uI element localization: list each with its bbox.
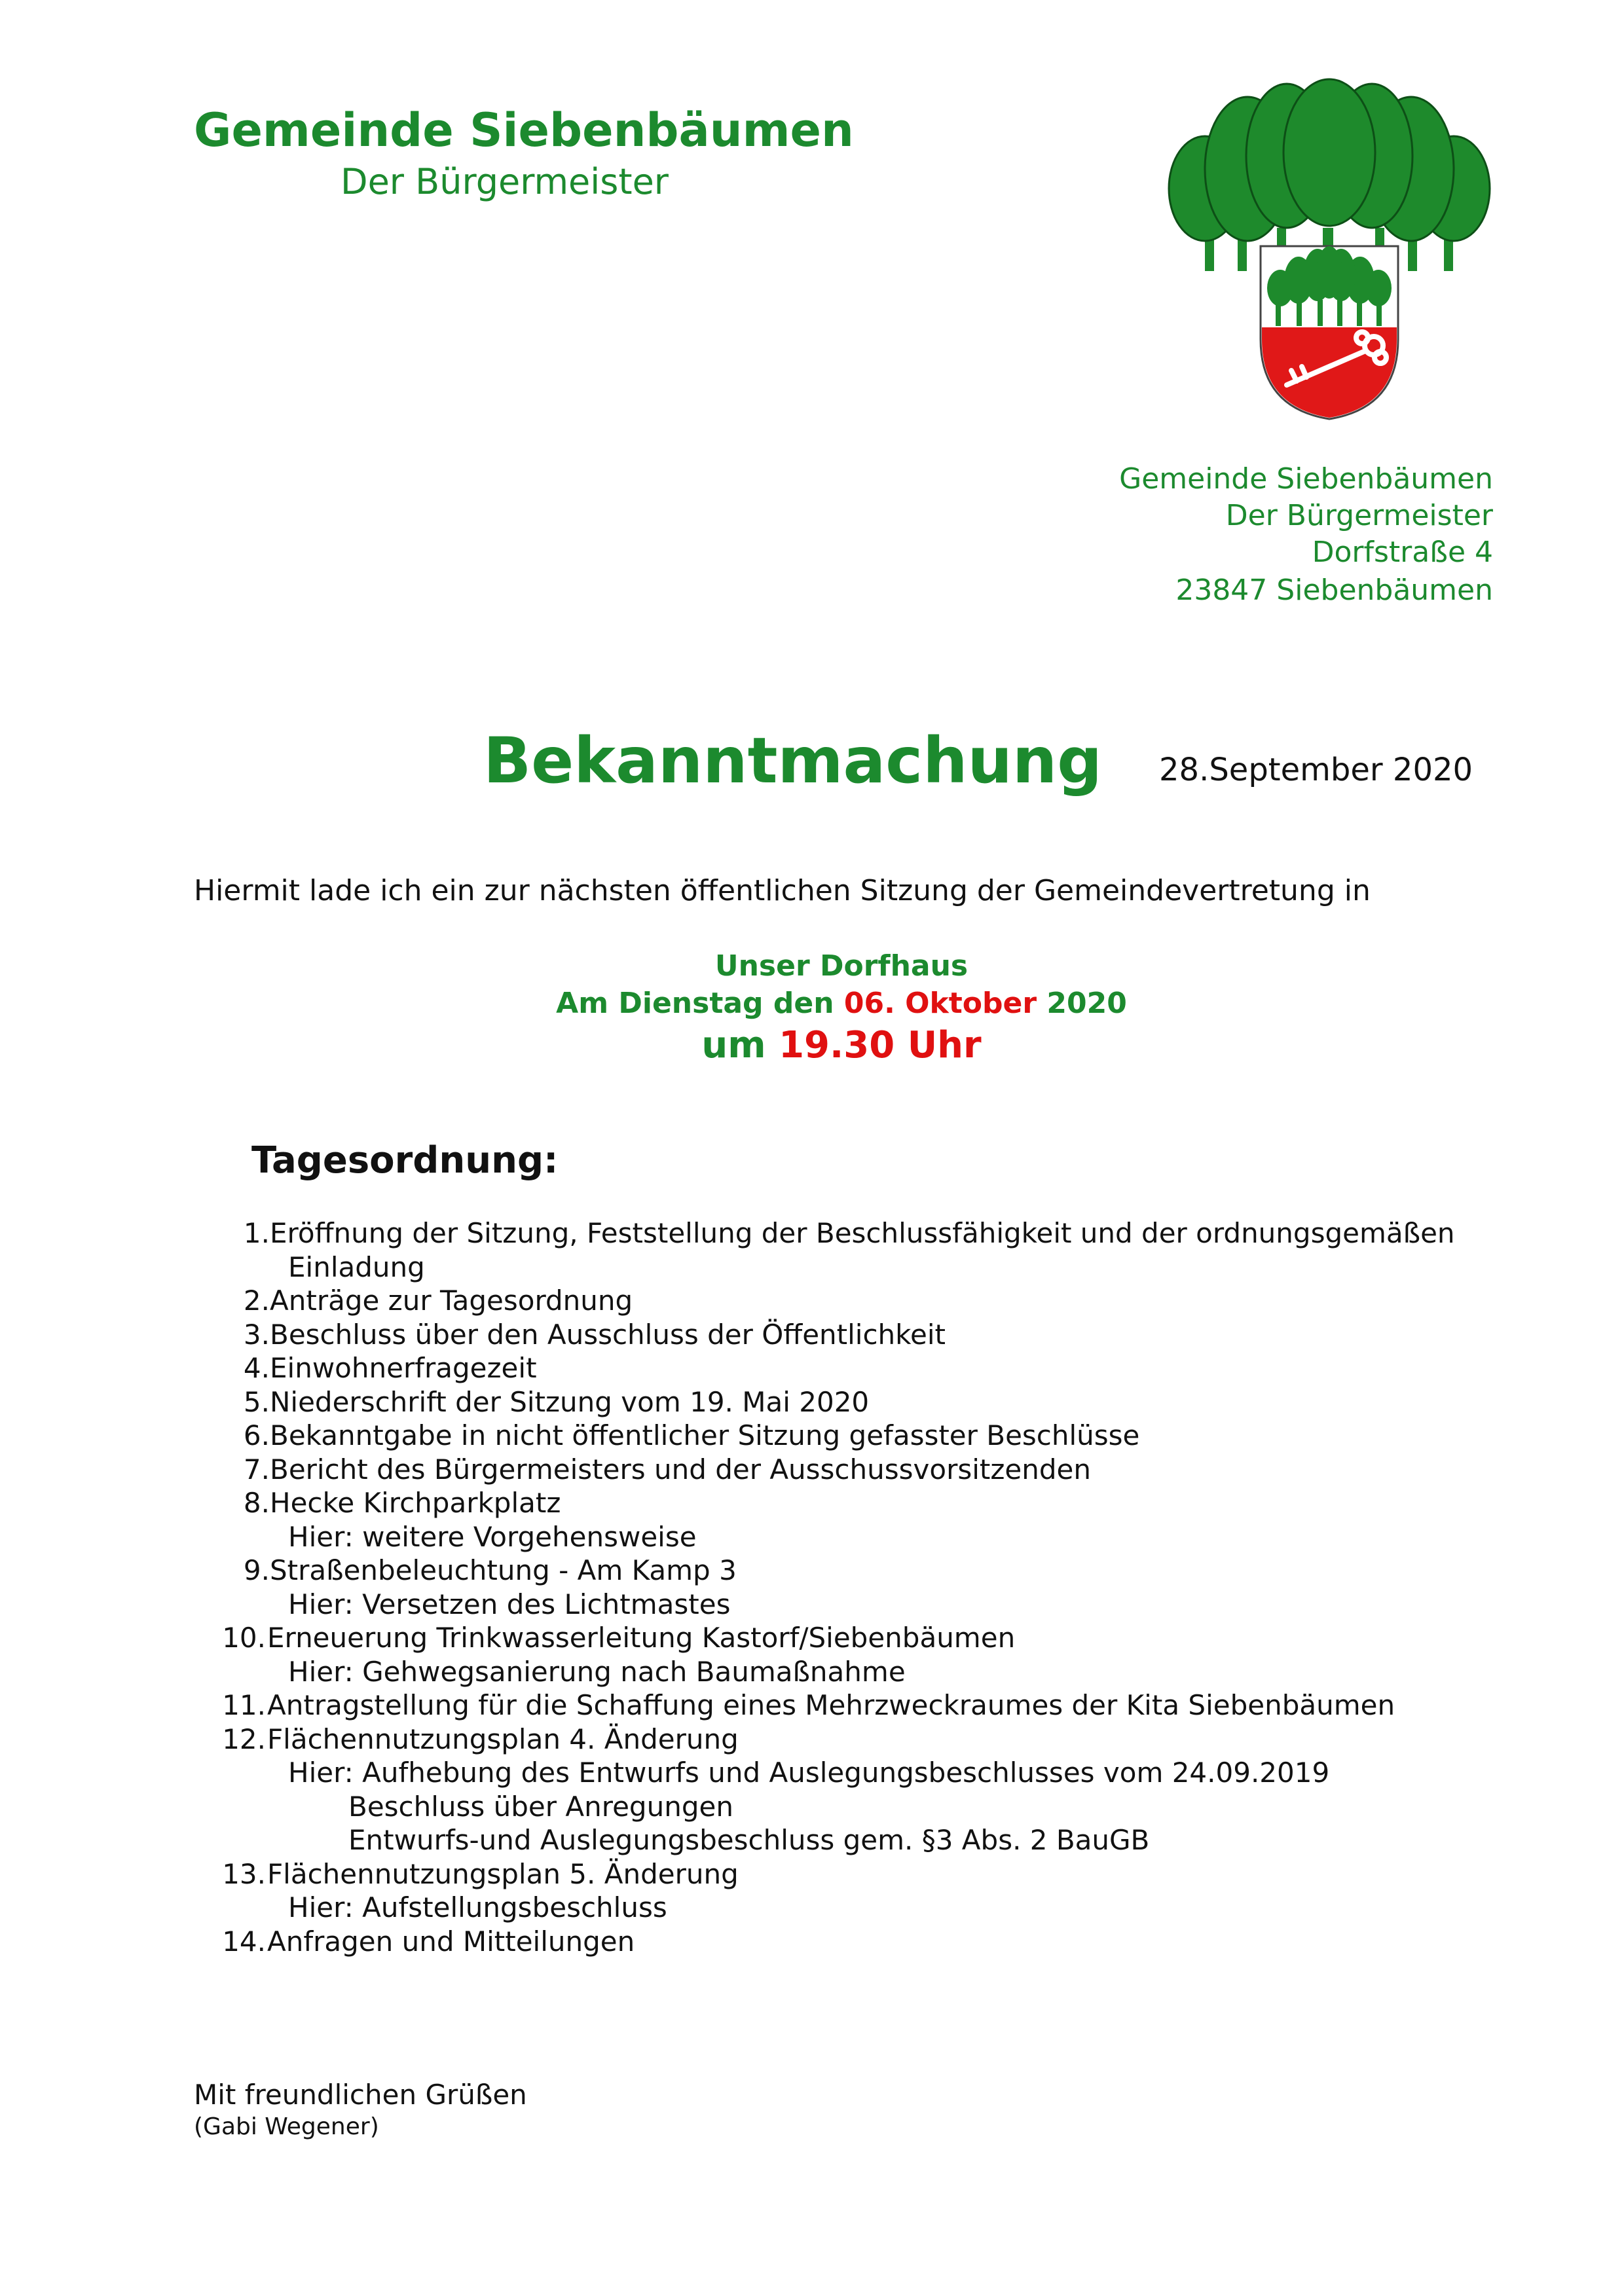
agenda-item	[0, 1216, 1624, 1250]
address-line-org: Gemeinde Siebenbäumen	[1119, 462, 1493, 496]
meeting-time	[0, 1024, 1624, 1066]
invitation-text: Hiermit lade ich ein zur nächsten öffentlichen Sitzung der Gemeindevertretung in	[194, 874, 1371, 907]
agenda-item-number: 6.	[243, 1419, 270, 1451]
agenda-item-text: Bekanntgabe in nicht öffentlicher Sitzung gefasster Beschlüsse	[270, 1419, 1140, 1451]
coat-of-arms-logo	[1166, 77, 1493, 424]
agenda-item-subline-text: Hier: Gehwegsanierung nach Baumaßnahme	[288, 1655, 906, 1688]
meeting-time-value: 19.30 Uhr	[779, 1024, 982, 1066]
agenda-item-subline-text: Hier: Versetzen des Lichtmastes	[288, 1588, 731, 1620]
agenda-item	[0, 1621, 1624, 1655]
agenda-item-text: Anträge zur Tagesordnung	[270, 1285, 633, 1317]
meeting-day-prefix: Am Dienstag den	[556, 987, 844, 1020]
agenda-item-number: 7.	[243, 1453, 270, 1485]
agenda-item-text: Bericht des Bürgermeisters und der Ausschussvorsitzenden	[270, 1453, 1091, 1485]
agenda-item-text: Einwohnerfragezeit	[270, 1352, 537, 1384]
agenda-item-subline-text: Hier: Aufstellungsbeschluss	[288, 1891, 667, 1923]
agenda-item-text: Eröffnung der Sitzung, Feststellung der Beschlussfähigkeit und der ordnungsgemäßen	[270, 1217, 1455, 1249]
agenda-item-number: 10.	[222, 1622, 266, 1654]
agenda-item-text: Flächennutzungsplan 4. Änderung	[267, 1722, 739, 1755]
agenda-item-number: 11.	[222, 1689, 266, 1721]
agenda-item-number: 8.	[243, 1487, 270, 1519]
agenda-item	[0, 1688, 1624, 1722]
address-line-city: 23847 Siebenbäumen	[1175, 574, 1493, 607]
meeting-venue: Unser Dorfhaus	[714, 949, 969, 983]
agenda-item-subline	[0, 1891, 1624, 1925]
address-line-office: Der Bürgermeister	[1225, 499, 1493, 532]
agenda-item-continuation-text: Einladung	[288, 1250, 425, 1283]
agenda-item-number: 1.	[243, 1217, 270, 1249]
agenda-item-subline	[0, 1588, 1624, 1622]
agenda-item-subline-indented	[0, 1790, 1624, 1824]
agenda-item-text: Erneuerung Trinkwasserleitung Kastorf/Siebenbäumen	[267, 1622, 1016, 1654]
agenda-item-number: 14.	[222, 1925, 266, 1958]
document-title: Bekanntmachung	[483, 724, 1102, 797]
agenda-item-text: Beschluss über den Ausschluss der Öffentlichkeit	[270, 1318, 946, 1351]
agenda-item-text: Niederschrift der Sitzung vom 19. Mai 2020	[270, 1385, 870, 1418]
shield-icon	[1261, 246, 1398, 419]
agenda-item	[0, 1554, 1624, 1588]
agenda-item-subline	[0, 1520, 1624, 1554]
header-subtitle: Der Bürgermeister	[341, 161, 669, 202]
agenda-item-subline-indented-text: Entwurfs-und Auslegungsbeschluss gem. §3 Abs. 2 BauGB	[348, 1824, 1150, 1856]
agenda-heading: Tagesordnung:	[251, 1139, 559, 1182]
address-line-street: Dorfstraße 4	[1312, 536, 1493, 569]
agenda-item-number: 2.	[243, 1285, 270, 1317]
agenda-item	[0, 1857, 1624, 1891]
agenda-item-number: 3.	[243, 1318, 270, 1351]
agenda-item	[0, 1318, 1624, 1352]
meeting-day	[0, 987, 1624, 1020]
agenda-item-text: Straßenbeleuchtung - Am Kamp 3	[270, 1554, 737, 1586]
agenda-item-text: Hecke Kirchparkplatz	[270, 1487, 561, 1519]
agenda-item	[0, 1722, 1624, 1757]
agenda-item-subline-text: Hier: weitere Vorgehensweise	[288, 1520, 697, 1553]
agenda-item-text: Flächennutzungsplan 5. Änderung	[267, 1857, 739, 1890]
agenda-item-subline-indented-text: Beschluss über Anregungen	[348, 1790, 733, 1823]
agenda-item	[0, 1385, 1624, 1419]
agenda-item-text: Anfragen und Mitteilungen	[267, 1925, 635, 1958]
agenda-item-continuation	[0, 1250, 1624, 1285]
agenda-item	[0, 1925, 1624, 1959]
document-date: 28.September 2020	[1159, 752, 1473, 788]
agenda-item-subline-text: Hier: Aufhebung des Entwurfs und Auslegungsbeschlusses vom 24.09.2019	[288, 1757, 1330, 1789]
meeting-year: 2020	[1037, 987, 1127, 1020]
agenda-item-number: 9.	[243, 1554, 270, 1586]
header-org-name: Gemeinde Siebenbäumen	[194, 103, 854, 157]
closing-greeting: Mit freundlichen Grüßen	[194, 2079, 527, 2111]
agenda-item-number: 12.	[222, 1722, 266, 1755]
signer-name: (Gabi Wegener)	[194, 2113, 379, 2140]
agenda-item-text: Antragstellung für die Schaffung eines Mehrzweckraumes der Kita Siebenbäumen	[267, 1689, 1395, 1721]
agenda-item-number: 5.	[243, 1385, 270, 1418]
agenda-item-number: 4.	[243, 1352, 270, 1384]
agenda-item-subline-indented	[0, 1823, 1624, 1857]
agenda-list	[0, 1216, 1624, 1958]
meeting-time-prefix: um	[701, 1024, 779, 1066]
meeting-date: 06. Oktober	[843, 987, 1037, 1020]
agenda-item-subline	[0, 1756, 1624, 1790]
agenda-item-subline	[0, 1655, 1624, 1689]
agenda-item	[0, 1351, 1624, 1385]
agenda-item-number: 13.	[222, 1857, 266, 1890]
agenda-item	[0, 1486, 1624, 1520]
agenda-item	[0, 1284, 1624, 1318]
agenda-item	[0, 1453, 1624, 1487]
tree-group-icon	[1169, 79, 1490, 271]
agenda-item	[0, 1419, 1624, 1453]
